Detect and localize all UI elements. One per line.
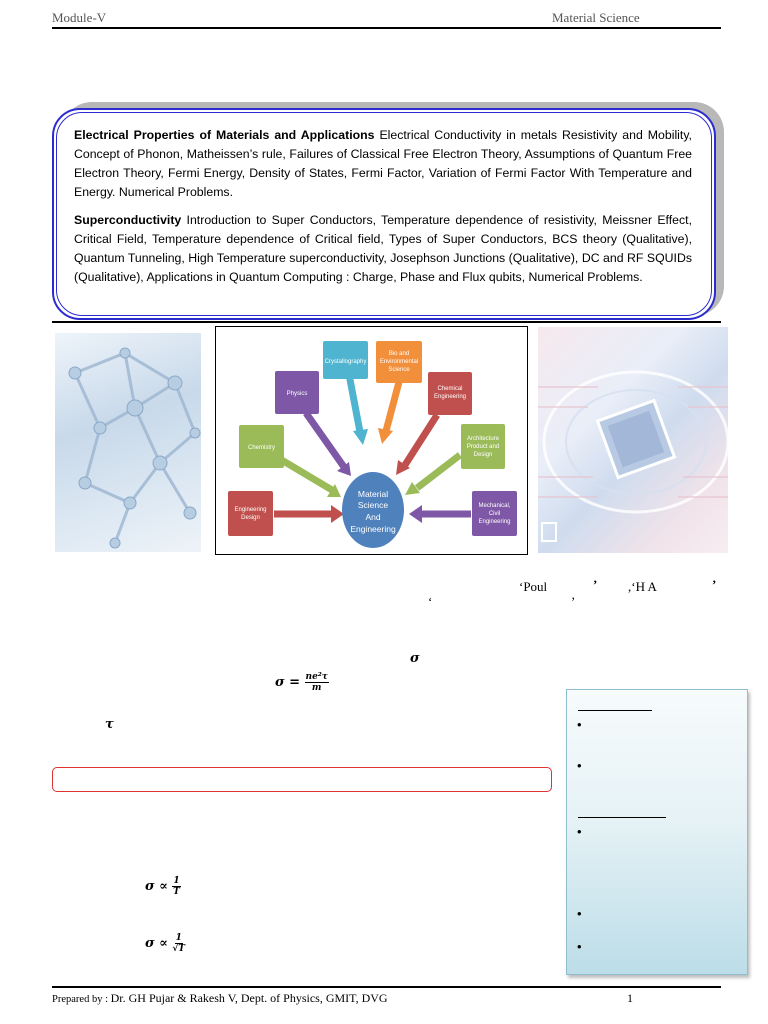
node-chemical-line2: Engineering: [433, 394, 467, 400]
conductivity-fraction: [305, 672, 329, 693]
proportionality-inverse-t: [145, 876, 181, 897]
prop2-fraction: [172, 933, 185, 954]
node-engineering-design: [228, 491, 273, 536]
materials-science-diagram: [215, 326, 528, 555]
footer-rule: [52, 986, 721, 988]
prop2-numerator: 1: [175, 933, 182, 943]
node-mechanical-line2: Civil: [488, 511, 501, 517]
footer-authors: Dr. GH Pujar & Rakesh V, Dept. of Physics, GMIT, DVG: [110, 991, 388, 1005]
arrow-chemistry: [280, 459, 332, 490]
syllabus-title-electrical: Electrical Properties of Materials and Applications: [74, 128, 375, 142]
node-crystallography-label: Crystallography: [324, 359, 367, 365]
microchip-graphic: [538, 327, 728, 553]
arrow-chemical: [405, 415, 437, 465]
side-panel-bullet-2: •: [577, 758, 582, 773]
side-panel-bullet-1: •: [577, 717, 582, 732]
node-center-material-science: [342, 472, 404, 548]
highlight-box: [52, 767, 552, 792]
syllabus-paragraph-superconductivity: [74, 211, 692, 287]
diagram-graphic: [216, 327, 527, 554]
tau-symbol: τ: [105, 717, 114, 732]
node-physics-label: Physics: [286, 391, 308, 397]
arrowhead-crystallography: [353, 429, 368, 445]
node-architecture-line1: Architecture: [466, 436, 500, 442]
sigma-symbol: σ: [410, 651, 420, 666]
conductivity-numerator: ne²τ: [305, 672, 328, 682]
node-mechanical-line3: Engineering: [478, 519, 511, 525]
footer-prepared-by: [52, 991, 388, 1006]
center-line2: Science: [357, 500, 389, 510]
syllabus-body-electrical: Electrical Conductivity in metals Resistivity and Mobility, Concept of Phonon, Matheissen’s rule, Failures of Classical Free Electron Theory, Assumptions of Quantum Free Electron Theory, Fermi Energy, Density of States, Fermi Factor, Variation of Fermi Factor With Temperature and Energy. Numerical Problems.: [74, 128, 692, 199]
page-number: 1: [627, 991, 633, 1005]
fragment-quote-close-3: ’: [571, 594, 576, 609]
molecular-network-image: [55, 333, 201, 552]
fragment-poul: ‘Poul: [519, 579, 548, 594]
side-panel-bullet-5: •: [577, 939, 582, 954]
side-note-panel: [566, 689, 748, 975]
arrowhead-engineering-design: [331, 505, 344, 523]
node-bio-line2: Environmental: [379, 359, 419, 365]
node-chemistry-label: Chemistry: [247, 445, 276, 451]
node-architecture-line3: Design: [473, 452, 493, 458]
section-rule: [52, 321, 721, 323]
arrow-bio: [386, 382, 399, 431]
prop1-numerator: 1: [173, 876, 180, 886]
prop2-lhs: σ ∝: [145, 936, 168, 951]
center-line4: Engineering: [350, 524, 396, 534]
prop1-lhs: σ ∝: [145, 879, 168, 894]
header-rule: [52, 27, 721, 29]
node-bio-line3: Science: [388, 367, 410, 373]
center-line1: Material: [357, 489, 389, 499]
conductivity-lhs: σ =: [275, 675, 301, 690]
conductivity-equation: [275, 672, 329, 693]
syllabus-text: [74, 126, 692, 296]
syllabus-body-superconductivity: Introduction to Super Conductors, Temperature dependence of resistivity, Meissner Effect, Critical Field, Temperature dependence of Critical field, Types of Super Conductors, BCS theory (Qualitative), Quantum Tunneling, High Temperature superconductivity, Josephson Junctions (Qualitative), DC and RF SQUIDs (Qualitative), Applications in Quantum Computing : Charge, Phase and Flux qubits, Numerical Problems.: [74, 213, 692, 284]
side-panel-bullet-3: •: [577, 824, 582, 839]
syllabus-title-superconductivity: Superconductivity: [74, 213, 182, 227]
header-subject: Material Science: [552, 10, 640, 25]
node-architecture-line2: Product and: [466, 444, 500, 450]
proportionality-inverse-sqrt-t: [145, 933, 185, 954]
node-mechanical-line1: Mechanical,: [478, 503, 511, 509]
side-panel-heading-rule-2: [578, 817, 666, 818]
node-engineering-design-line1: Engineering: [234, 507, 267, 513]
arrowhead-bio: [378, 428, 393, 444]
arrow-physics: [306, 413, 344, 467]
fragment-quote-close-1: ’: [593, 577, 598, 592]
header-module: Module-V: [52, 10, 107, 25]
molecular-network-graphic: [55, 333, 201, 552]
footer-prepared-label: Prepared by :: [52, 994, 111, 1005]
node-bio-line1: Bio and: [388, 351, 410, 357]
side-panel-heading-rule-1: [578, 710, 652, 711]
prop2-denominator: √T: [172, 944, 186, 954]
arrowhead-mechanical: [409, 505, 422, 523]
node-chemical-line1: Chemical: [437, 386, 463, 392]
arrow-architecture: [417, 455, 460, 488]
prop1-denominator: T: [173, 887, 180, 897]
microchip-image: [538, 327, 728, 553]
side-panel-bullet-4: •: [577, 906, 582, 921]
fragment-quote-open: ‘: [428, 594, 433, 609]
fragment-ha: ,‘H A: [628, 579, 657, 594]
prop1-fraction: [172, 876, 180, 897]
conductivity-denominator: m: [311, 683, 322, 693]
node-engineering-design-line2: Design: [241, 515, 260, 521]
fragment-quote-close-2: ’: [712, 577, 717, 592]
syllabus-paragraph-electrical: [74, 126, 692, 202]
center-line3: And: [365, 512, 381, 522]
